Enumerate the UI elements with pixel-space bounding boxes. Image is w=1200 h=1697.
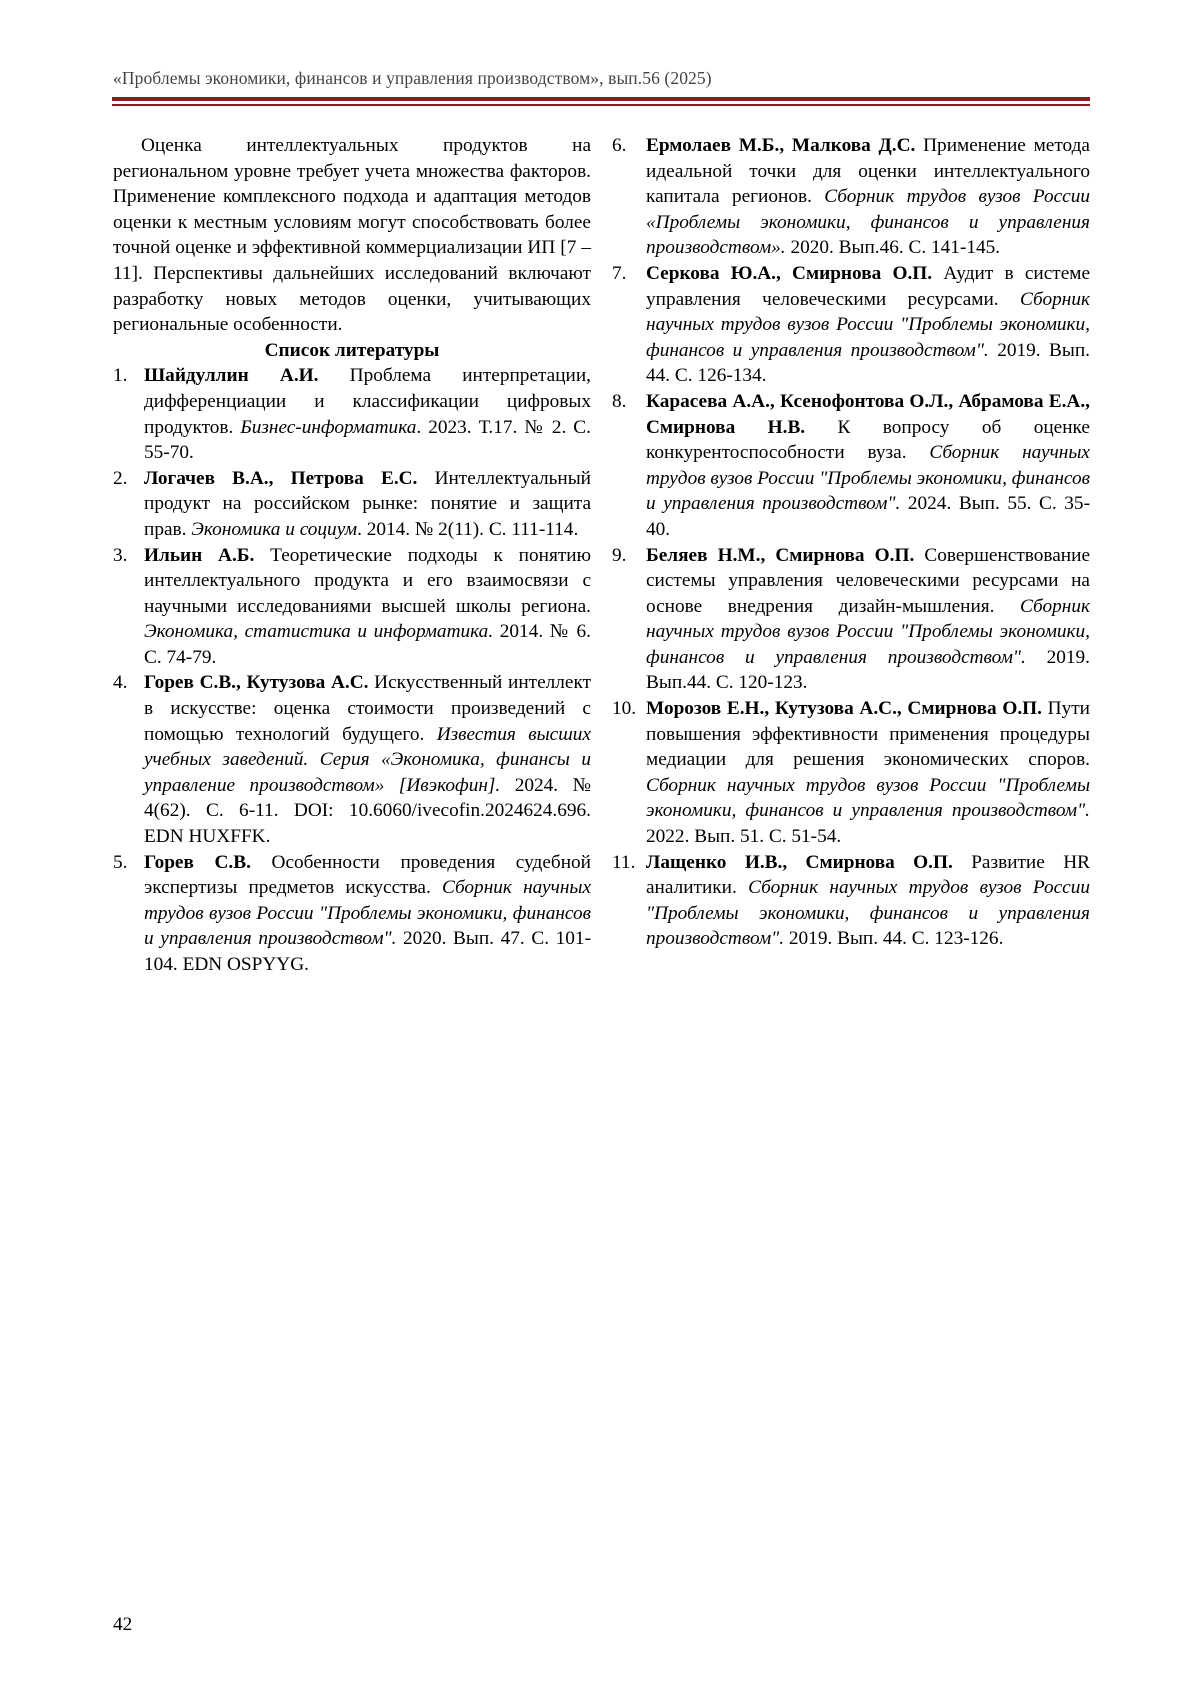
reference-number: 5. bbox=[113, 851, 128, 873]
reference-title: Применение метода идеальной точки для оценки интеллектуального капитала регионов. bbox=[646, 135, 1090, 208]
reference-details: 2024. Вып. 55. С. 35-40. bbox=[646, 493, 1090, 540]
reference-item bbox=[113, 543, 591, 671]
reference-details: 2019. Вып.44. С. 120-123. bbox=[646, 646, 1090, 694]
reference-source: Сборник научных трудов вузов России "Проблемы экономики, финансов и управления производством". bbox=[646, 595, 1090, 668]
references-list-left bbox=[113, 363, 591, 977]
reference-source: Сборник научных трудов вузов России "Проблемы экономики, финансов и управления производством". bbox=[144, 877, 591, 950]
reference-item bbox=[612, 850, 1090, 952]
reference-source: Сборник научных трудов вузов России "Проблемы экономики, финансов и управления производством". bbox=[646, 442, 1090, 515]
right-column bbox=[612, 133, 1090, 952]
reference-title: Искусственный интеллект в искусстве: оценка стоимости произведений с помощью технологий будущего. bbox=[144, 672, 591, 745]
reference-item bbox=[113, 363, 591, 465]
reference-authors: Морозов Е.Н., Кутузова А.С., Смирнова О.П. bbox=[646, 698, 1042, 720]
reference-authors: Логачев В.А., Петрова Е.С. bbox=[144, 467, 418, 489]
reference-item bbox=[113, 850, 591, 978]
reference-details: 2019. Вып. 44. С. 126-134. bbox=[646, 339, 1090, 387]
reference-number: 6. bbox=[612, 135, 627, 156]
reference-details: 2020. Вып.46. С. 141-145. bbox=[785, 237, 1001, 259]
reference-authors: Ермолаев М.Б., Малкова Д.С. bbox=[646, 135, 916, 156]
reference-authors: Шайдуллин А.И. bbox=[144, 365, 319, 387]
reference-source: Сборник научных трудов вузов России "Проблемы экономики, финансов и управления производством". bbox=[646, 774, 1090, 822]
reference-source: Сборник трудов вузов России «Проблемы экономики, финансов и управления производством». bbox=[646, 186, 1090, 259]
header-rule-thick bbox=[112, 97, 1090, 101]
reference-authors: Ильин А.Б. bbox=[144, 544, 255, 566]
reference-title: К вопросу об оценке конкурентоспособности вуза. bbox=[646, 416, 1090, 464]
reference-authors: Лащенко И.В., Смирнова О.П. bbox=[646, 851, 953, 873]
reference-item bbox=[612, 696, 1090, 850]
reference-source: Экономика и социум bbox=[191, 518, 358, 540]
reference-details: 2019. Вып. 44. С. 123-126. bbox=[784, 928, 1004, 950]
reference-number: 7. bbox=[612, 262, 627, 284]
reference-source: Бизнес-информатика bbox=[240, 416, 417, 438]
reference-number: 4. bbox=[113, 672, 128, 694]
reference-source: Сборник научных трудов вузов России "Проблемы экономики, финансов и управления производством". bbox=[646, 288, 1090, 361]
reference-source: Экономика, статистика и информатика. bbox=[144, 621, 494, 643]
page-number: 42 bbox=[113, 1614, 133, 1635]
reference-details: 2024. № 4(62). С. 6-11. DOI: 10.6060/ivecofin.2024624.696. EDN HUXFFK. bbox=[144, 774, 592, 848]
reference-number: 11. bbox=[612, 851, 636, 873]
references-title: Список литературы bbox=[264, 339, 440, 361]
reference-number: 1. bbox=[113, 365, 128, 387]
reference-details: . 2023. Т.17. № 2. С. 55-70. bbox=[144, 416, 591, 464]
reference-item bbox=[612, 389, 1090, 543]
header-rule-thin bbox=[112, 104, 1090, 106]
reference-details: 2022. Вып. 51. С. 51-54. bbox=[646, 826, 842, 848]
reference-item bbox=[612, 133, 1090, 261]
reference-title: Развитие HR аналитики. bbox=[646, 851, 1090, 899]
reference-authors: Серкова Ю.А., Смирнова О.П. bbox=[646, 262, 933, 284]
reference-title: Совершенствование системы управления человеческими ресурсами на основе внедрения дизайн-мышления. bbox=[646, 544, 1090, 617]
left-column bbox=[113, 133, 591, 978]
reference-authors: Карасева А.А., Ксенофонтова О.Л., Абрамова Е.А., Смирнова Н.В. bbox=[646, 390, 1090, 438]
reference-details: 2014. № 6. С. 74-79. bbox=[144, 621, 592, 668]
reference-item bbox=[113, 466, 591, 543]
reference-number: 3. bbox=[113, 544, 128, 566]
reference-title: Теоретические подходы к понятию интеллектуального продукта и его взаимосвязи с научными исследованиями высшей школы региона. bbox=[144, 544, 591, 617]
reference-title: Особенности проведения судебной экспертизы предметов искусства. bbox=[144, 851, 591, 899]
reference-authors: Беляев Н.М., Смирнова О.П. bbox=[646, 544, 915, 566]
intro-paragraph: Оценка интеллектуальных продуктов на региональном уровне требует учета множества факторов. Применение комплексного подхода и адаптация методов оценки к местным условиям могут способствовать более точной оценке и эффективной коммерциализации ИП [7 – 11]. Перспективы дальнейших исследований включают разработку новых методов оценки, учитывающих региональные особенности. bbox=[113, 135, 591, 336]
reference-item bbox=[612, 543, 1090, 697]
reference-number: 9. bbox=[612, 544, 627, 566]
reference-source: Сборник научных трудов вузов России "Проблемы экономики, финансов и управления производством". bbox=[646, 877, 1090, 950]
reference-item bbox=[612, 261, 1090, 389]
reference-title: Проблема интерпретации, дифференциации и классификации цифровых продуктов. bbox=[144, 365, 591, 438]
reference-source: Известия высших учебных заведений. Серия «Экономика, финансы и управление производством» [Ивэкофин]. bbox=[144, 723, 591, 796]
reference-number: 2. bbox=[113, 467, 128, 489]
reference-title: Аудит в системе управления человеческими ресурсами. bbox=[646, 262, 1091, 310]
running-header: «Проблемы экономики, финансов и управления производством», вып.56 (2025) bbox=[113, 68, 712, 88]
reference-item bbox=[113, 670, 591, 849]
reference-details: 2020. Вып. 47. С. 101-104. EDN OSPYYG. bbox=[144, 928, 591, 975]
reference-title: Интеллектуальный продукт на российском рынке: понятие и защита прав. bbox=[144, 467, 591, 540]
references-list-right bbox=[612, 133, 1090, 952]
reference-details: . 2014. № 2(11). С. 111-114. bbox=[357, 518, 579, 540]
reference-authors: Горев С.В., Кутузова А.С. bbox=[144, 672, 369, 694]
reference-title: Пути повышения эффективности применения процедуры медиации для решения экономических споров. bbox=[646, 698, 1090, 771]
reference-authors: Горев С.В. bbox=[144, 851, 251, 873]
reference-number: 10. bbox=[612, 698, 637, 720]
reference-number: 8. bbox=[612, 390, 627, 412]
